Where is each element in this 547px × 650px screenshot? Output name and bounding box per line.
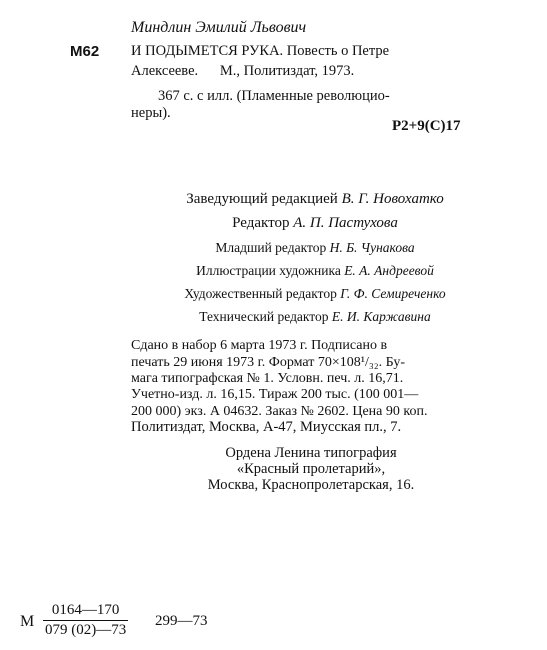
print-info-line: мага типографская № 1. Условн. печ. л. 16,71. — [131, 371, 404, 386]
print-info-line: Сдано в набор 6 марта 1973 г. Подписано в — [131, 338, 388, 353]
author-name: Миндлин Эмилий Львович — [131, 19, 307, 36]
staff-line — [131, 240, 499, 256]
staff-name: В. Г. Новохатко — [341, 191, 444, 207]
staff-role: Редактор — [232, 215, 290, 231]
staff-line — [131, 263, 499, 279]
staff-role: Заведующий редакцией — [186, 191, 338, 207]
classification-code: Р2+9(С)17 — [392, 118, 461, 134]
staff-name: А. П. Пастухова — [293, 215, 398, 231]
staff-line — [131, 286, 499, 302]
staff-name: Н. Б. Чунакова — [329, 240, 415, 255]
pages-line-1: 367 с. с илл. (Пламенные революцио- — [158, 88, 390, 104]
staff-role: Художественный редактор — [184, 286, 337, 301]
footer-code-fraction — [43, 602, 155, 639]
staff-line — [131, 309, 499, 325]
printer-line: Ордена Ленина типография — [225, 445, 397, 461]
publisher-address: Политиздат, Москва, А-47, Миусская пл., 7. — [131, 419, 402, 435]
printer-line: Москва, Краснопролетарская, 16. — [207, 477, 415, 493]
title-line-1: И ПОДЫМЕТСЯ РУКА. Повесть о Петре — [131, 43, 390, 59]
print-info-line: Учетно-изд. л. 16,15. Тираж 200 тыс. (100 001— — [131, 387, 419, 402]
staff-name: Е. А. Андреевой — [344, 263, 434, 278]
print-info-line: печать 29 июня 1973 г. Формат 70×108¹/₃₂. Бу- — [131, 355, 405, 370]
footer-code-suffix: 299—73 — [155, 613, 208, 629]
staff-name: Г. Ф. Семиреченко — [340, 286, 446, 301]
staff-role: Младший редактор — [215, 240, 327, 255]
title-line-2: Алексееве. М., Политиздат, 1973. — [131, 63, 355, 79]
footer-code-letter: М — [20, 613, 35, 630]
staff-line — [131, 191, 499, 208]
print-info-line: 200 000) экз. А 04632. Заказ № 2602. Цена 90 коп. — [131, 404, 428, 419]
staff-name: Е. И. Каржавина — [331, 309, 431, 324]
staff-role: Иллюстрации художника — [196, 263, 341, 278]
footer-code-numerator: 0164—170 — [43, 602, 128, 621]
printer-line: «Красный пролетарий», — [236, 461, 386, 477]
staff-line — [131, 215, 499, 232]
footer-code-denominator: 079 (02)—73 — [45, 622, 127, 638]
pages-line-2: неры). — [131, 105, 171, 121]
catalog-index: М62 — [70, 43, 100, 60]
staff-role: Технический редактор — [199, 309, 329, 324]
